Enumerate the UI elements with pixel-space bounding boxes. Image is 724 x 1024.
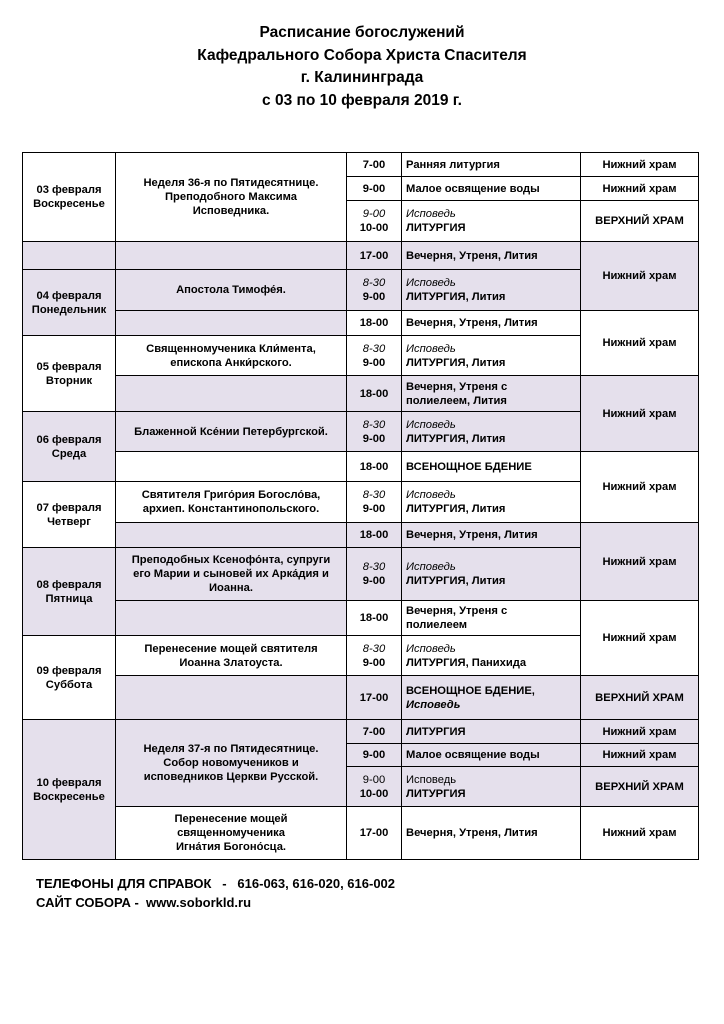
date-label: 08 февраля bbox=[36, 578, 102, 591]
title-line-3: г. Калининграда bbox=[300, 69, 424, 86]
time-cell bbox=[347, 270, 402, 311]
schedule-table bbox=[22, 152, 699, 860]
date-label: 04 февраля bbox=[36, 289, 102, 302]
place-cell: Нижний храм bbox=[581, 153, 699, 177]
time-cell bbox=[347, 548, 402, 601]
time-line: 8-30 bbox=[362, 561, 386, 573]
feast-line: Исповедника. bbox=[192, 205, 270, 217]
feast-cell bbox=[116, 153, 347, 242]
table-row bbox=[23, 242, 699, 270]
time-cell: 17-00 bbox=[347, 676, 402, 720]
feast-line: Преподобных Ксенофо́нта, супруги bbox=[131, 554, 331, 566]
feast-line: его Марии и сыновей их Арка́дия и bbox=[133, 568, 329, 580]
service-cell bbox=[402, 336, 581, 376]
time-line: 8-30 bbox=[362, 342, 386, 355]
service-line: Исповедь bbox=[406, 208, 456, 220]
place-cell: Нижний храм bbox=[581, 523, 699, 601]
day-cell bbox=[23, 336, 116, 412]
service-cell bbox=[402, 767, 581, 807]
feast-cell bbox=[116, 676, 347, 720]
feast-cell bbox=[116, 807, 347, 860]
place-cell: Нижний храм bbox=[581, 744, 699, 767]
feast-cell bbox=[116, 412, 347, 452]
time-cell bbox=[347, 482, 402, 523]
feast-line: епископа Анки́рского. bbox=[170, 356, 292, 369]
feast-line: Перенесение мощей bbox=[174, 813, 288, 825]
place-cell: ВЕРХНИЙ ХРАМ bbox=[581, 201, 699, 242]
feast-cell bbox=[116, 601, 347, 636]
feast-cell bbox=[116, 548, 347, 601]
time-cell: 9-00 bbox=[347, 177, 402, 201]
time-cell: 9-00 bbox=[347, 744, 402, 767]
service-line: Исповедь bbox=[406, 342, 456, 355]
service-line: ЛИТУРГИЯ, Лития bbox=[406, 356, 506, 369]
day-cell bbox=[23, 153, 116, 242]
time-line: 8-30 bbox=[362, 277, 386, 289]
service-line: полиелеем bbox=[406, 619, 468, 631]
time-cell: 18-00 bbox=[347, 376, 402, 412]
place-cell: Нижний храм bbox=[581, 376, 699, 452]
time-line: 8-30 bbox=[362, 642, 386, 655]
service-cell bbox=[402, 270, 581, 311]
feast-cell bbox=[116, 336, 347, 376]
feast-line: архиеп. Константинопольского. bbox=[142, 503, 320, 515]
day-cell bbox=[23, 720, 116, 860]
feast-line: Священномученика Кли́мента, bbox=[146, 342, 316, 355]
weekday-label: Среда bbox=[51, 447, 87, 460]
time-line: 9-00 bbox=[362, 208, 386, 220]
feast-cell bbox=[116, 376, 347, 412]
time-cell: 18-00 bbox=[347, 311, 402, 336]
place-cell: ВЕРХНИЙ ХРАМ bbox=[581, 676, 699, 720]
document-title bbox=[0, 22, 724, 112]
time-cell: 7-00 bbox=[347, 720, 402, 744]
weekday-label: Четверг bbox=[47, 515, 91, 528]
service-cell: Вечерня, Утреня, Лития bbox=[402, 242, 581, 270]
table-row bbox=[23, 676, 699, 720]
feast-line: Игна́тия Богоно́сца. bbox=[175, 841, 287, 853]
service-line: Вечерня, Утреня с bbox=[406, 605, 508, 617]
place-cell: Нижний храм bbox=[581, 177, 699, 201]
title-line-2: Кафедрального Собора Христа Спасителя bbox=[197, 46, 527, 64]
feast-line: Преподобного Максима bbox=[164, 191, 297, 203]
table-row bbox=[23, 601, 699, 636]
service-line: Исповедь bbox=[406, 277, 456, 289]
time-line: 9-00 bbox=[362, 432, 386, 445]
feast-line: исповедников Церкви Русской. bbox=[143, 771, 319, 783]
feast-line: Собор новомучеников и bbox=[163, 757, 299, 769]
phones-line: ТЕЛЕФОНЫ ДЛЯ СПРАВОК - 616-063, 616-020, 616-002 bbox=[36, 876, 396, 891]
contacts-block bbox=[36, 874, 395, 912]
time-cell: 7-00 bbox=[347, 153, 402, 177]
table-row bbox=[23, 311, 699, 336]
place-cell: Нижний храм bbox=[581, 601, 699, 676]
weekday-label: Вторник bbox=[45, 374, 93, 387]
service-line: ЛИТУРГИЯ, Лития bbox=[406, 575, 506, 587]
service-line: ВСЕНОЩНОЕ БДЕНИЕ, bbox=[406, 684, 535, 697]
service-line: ЛИТУРГИЯ bbox=[406, 787, 466, 800]
service-cell: Вечерня, Утреня, Лития bbox=[402, 807, 581, 860]
feast-line: Блаженной Ксе́нии Петербургской. bbox=[134, 425, 328, 438]
feast-cell bbox=[116, 242, 347, 270]
time-cell: 18-00 bbox=[347, 523, 402, 548]
service-line: Исповедь bbox=[406, 561, 456, 573]
feast-line: Неделя 36-я по Пятидесятнице. bbox=[143, 177, 319, 189]
time-line: 10-00 bbox=[359, 787, 389, 800]
time-line: 9-00 bbox=[362, 503, 386, 515]
date-label: 03 февраля bbox=[36, 184, 102, 196]
service-line: полиелеем, Лития bbox=[406, 394, 507, 407]
table-row bbox=[23, 807, 699, 860]
time-line: 8-30 bbox=[362, 418, 386, 431]
place-cell: Нижний храм bbox=[581, 720, 699, 744]
website-line: САЙТ СОБОРА - www.soborkld.ru bbox=[36, 895, 252, 910]
feast-line: Иоанна. bbox=[209, 582, 253, 594]
service-cell bbox=[402, 636, 581, 676]
service-cell bbox=[402, 412, 581, 452]
table-row bbox=[23, 523, 699, 548]
place-cell: Нижний храм bbox=[581, 311, 699, 376]
place-cell: Нижний храм bbox=[581, 452, 699, 523]
service-line: Исповедь bbox=[406, 773, 457, 786]
time-cell: 17-00 bbox=[347, 807, 402, 860]
table-row bbox=[23, 720, 699, 744]
day-cell bbox=[23, 270, 116, 336]
time-line: 9-00 bbox=[362, 773, 386, 786]
table-row bbox=[23, 376, 699, 412]
service-cell: Ранняя литургия bbox=[402, 153, 581, 177]
feast-cell bbox=[116, 311, 347, 336]
day-cell bbox=[23, 482, 116, 548]
service-cell bbox=[402, 676, 581, 720]
title-line-4: с 03 по 10 февраля 2019 г. bbox=[262, 91, 462, 109]
weekday-label: Суббота bbox=[45, 678, 93, 691]
table-row bbox=[23, 153, 699, 177]
service-cell: Малое освящение воды bbox=[402, 177, 581, 201]
feast-cell bbox=[116, 452, 347, 482]
day-cell bbox=[23, 636, 116, 720]
service-line: Исповедь bbox=[406, 489, 456, 501]
service-cell bbox=[402, 376, 581, 412]
service-line: Вечерня, Утреня с bbox=[406, 380, 508, 393]
time-line: 8-30 bbox=[362, 489, 386, 501]
date-label: 09 февраля bbox=[36, 664, 102, 677]
weekday-label: Пятница bbox=[45, 592, 93, 605]
time-line: 9-00 bbox=[362, 291, 386, 303]
feast-cell bbox=[116, 482, 347, 523]
date-label: 06 февраля bbox=[36, 433, 102, 446]
weekday-label: Понедельник bbox=[31, 303, 107, 316]
feast-cell bbox=[116, 636, 347, 676]
time-cell bbox=[347, 412, 402, 452]
day-cell bbox=[23, 242, 116, 270]
time-cell: 18-00 bbox=[347, 601, 402, 636]
time-cell: 18-00 bbox=[347, 452, 402, 482]
time-cell bbox=[347, 767, 402, 807]
service-line: ЛИТУРГИЯ, Панихида bbox=[406, 656, 527, 669]
weekday-label: Воскресенье bbox=[33, 790, 105, 803]
service-cell: Вечерня, Утреня, Лития bbox=[402, 523, 581, 548]
service-line: ЛИТУРГИЯ, Лития bbox=[406, 291, 506, 303]
day-cell bbox=[23, 548, 116, 636]
feast-line: священномученика bbox=[177, 827, 285, 839]
time-line: 9-00 bbox=[362, 656, 386, 669]
feast-cell bbox=[116, 523, 347, 548]
date-label: 07 февраля bbox=[36, 501, 102, 514]
feast-line: Святителя Григо́рия Богосло́ва, bbox=[141, 489, 321, 501]
service-line: ЛИТУРГИЯ bbox=[406, 222, 466, 234]
day-cell bbox=[23, 412, 116, 482]
time-line: 9-00 bbox=[362, 356, 386, 369]
feast-line: Иоанна Златоуста. bbox=[179, 656, 283, 669]
service-line: Исповедь bbox=[406, 698, 461, 711]
service-cell bbox=[402, 201, 581, 242]
service-cell: ВСЕНОЩНОЕ БДЕНИЕ bbox=[402, 452, 581, 482]
service-cell bbox=[402, 482, 581, 523]
date-label: 05 февраля bbox=[36, 360, 102, 373]
service-line: ЛИТУРГИЯ, Лития bbox=[406, 503, 506, 515]
time-cell: 17-00 bbox=[347, 242, 402, 270]
place-cell: ВЕРХНИЙ ХРАМ bbox=[581, 767, 699, 807]
service-cell: ЛИТУРГИЯ bbox=[402, 720, 581, 744]
table-row bbox=[23, 452, 699, 482]
place-cell: Нижний храм bbox=[581, 807, 699, 860]
service-cell: Малое освящение воды bbox=[402, 744, 581, 767]
place-cell: Нижний храм bbox=[581, 242, 699, 311]
time-cell bbox=[347, 636, 402, 676]
service-line: Исповедь bbox=[406, 642, 456, 655]
time-line: 9-00 bbox=[362, 575, 386, 587]
service-cell bbox=[402, 548, 581, 601]
feast-line: Перенесение мощей святителя bbox=[144, 642, 318, 655]
feast-line: Неделя 37-я по Пятидесятнице. bbox=[143, 743, 319, 755]
date-label: 10 февраля bbox=[36, 776, 102, 789]
title-line-1: Расписание богослужений bbox=[259, 24, 465, 41]
time-cell bbox=[347, 336, 402, 376]
weekday-label: Воскресенье bbox=[33, 198, 105, 210]
service-cell bbox=[402, 601, 581, 636]
service-line: Исповедь bbox=[406, 418, 456, 431]
time-line: 10-00 bbox=[359, 222, 389, 234]
feast-cell bbox=[116, 720, 347, 807]
time-cell bbox=[347, 201, 402, 242]
feast-line: Апостола Тимофе́я. bbox=[176, 284, 286, 296]
service-cell: Вечерня, Утреня, Лития bbox=[402, 311, 581, 336]
feast-cell bbox=[116, 270, 347, 311]
service-line: ЛИТУРГИЯ, Лития bbox=[406, 432, 506, 445]
